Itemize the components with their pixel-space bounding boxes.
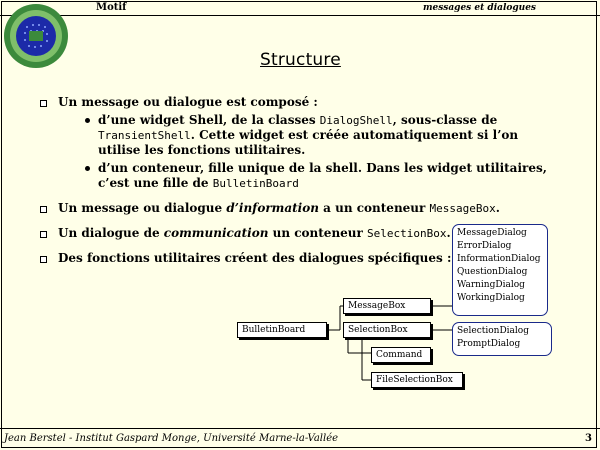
dialog-item: WarningDialog [457,280,525,290]
bullet-information: Un message ou dialogue d’information a un conteneur MessageBox. [40,201,560,216]
sub-bullet-container: d’un conteneur, fille unique de la shell. Dans les widget utilitaires, c’est une fille de BulletinBoard [58,161,560,191]
bulletinboard-node: BulletinBoard [237,322,327,338]
dialog-item: ErrorDialog [457,241,512,251]
bullet-communication: Un dialogue de communication un conteneur SelectionBox. [40,226,560,241]
footer-divider [0,428,600,429]
dialog-item: WorkingDialog [457,293,525,303]
header-divider [0,15,600,16]
message-dialogs-group [452,224,548,316]
bullet-marker [40,206,47,213]
institute-logo [3,3,69,69]
bullet-marker [40,231,47,238]
bullet-composition: Un message ou dialogue est composé : d’une widget Shell, de la classes DialogShell, sous-classe de TransientShell. Cette widget est créée automatiquement si l’on utilise les fonctions utilitaires. d’un conteneur, fille unique de la shell. Dans les widget utilitaires, c’est une fille de BulletinBoard [40,95,560,191]
dialog-item: SelectionDialog [457,326,529,336]
page-number: 3 [585,433,592,444]
dialog-item: PromptDialog [457,339,521,349]
dialog-item: QuestionDialog [457,267,528,277]
bullet-utility-functions: Des fonctions utilitaires créent des dialogues spécifiques : [40,251,560,266]
fileselectionbox-node: FileSelectionBox [371,372,463,388]
sub-bullet-marker [85,118,90,123]
bullet-marker [40,100,47,107]
dialog-item: InformationDialog [457,254,541,264]
sub-bullet-marker [85,166,90,171]
selectionbox-node: SelectionBox [343,322,431,338]
footer-author: Jean Berstel - Institut Gaspard Monge, Université Marne-la-Vallée [4,433,339,444]
dialog-item: MessageDialog [457,228,527,238]
bullet-marker [40,256,47,263]
messagebox-node: MessageBox [343,298,431,314]
sub-bullet-shell: d’une widget Shell, de la classes DialogShell, sous-classe de TransientShell. Cette widget est créée automatiquement si l’on utilise les fonctions utilitaires. [58,113,560,158]
header-topic: Motif [96,2,127,13]
selection-dialogs-group [452,322,552,356]
command-node: Command [371,347,431,363]
slide-title: Structure [260,50,341,70]
header-section: messages et dialogues [422,3,536,13]
